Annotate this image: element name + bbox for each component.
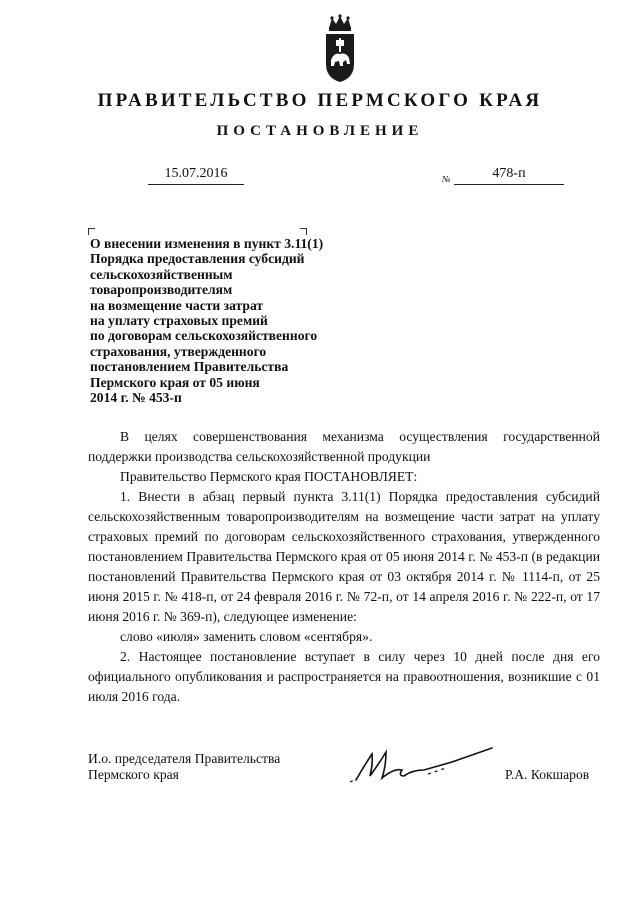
subject-corner-left <box>88 228 95 235</box>
date-field <box>148 166 244 185</box>
subject-heading <box>90 236 380 405</box>
signatory-name: Р.А. Кокшаров <box>505 767 590 782</box>
resolves-paragraph: Правительство Пермского края ПОСТАНОВЛЯЕТ: <box>120 469 418 484</box>
subject-line: страхования, утвержденного <box>90 343 267 359</box>
handwritten-signature-icon <box>342 740 502 788</box>
document-body <box>88 427 600 707</box>
item-1-paragraph: 1. Внести в абзац первый пункта 3.11(1) Порядка предоставления субсидий сельскохозяйственным товаропроизводителям на возмещение части затрат на уплату страховых премий по договорам сельскохозяйственного страхования, утвержденного постановлением Правительства Пермского края от 05 июня 2014 г. № 453-п (в редакции постановлений Правительства Пермского края от 03 октября 2014 г. № 1114-п, от 25 июня 2015 г. № 418-п, от 24 февраля 2016 г. № 72-п, от 14 апреля 2016 г. № 222-п, от 17 июня 2016 г. № 369-п), следующее изменение: <box>88 489 600 624</box>
item-2-paragraph: 2. Настоящее постановление вступает в силу через 10 дней после дня его официального опубликования и распространяется на правоотношения, возникшие с 01 июля 2016 года. <box>88 649 600 704</box>
coat-of-arms-icon <box>322 14 358 84</box>
document-type: ПОСТАНОВЛЕНИЕ <box>216 123 424 139</box>
subject-line: О внесении изменения в пункт 3.11(1) <box>90 236 324 251</box>
subject-corner-right <box>300 228 307 235</box>
subject-line: Порядка предоставления субсидий <box>90 251 305 267</box>
document-date: 15.07.2016 <box>164 166 228 181</box>
number-sign: № <box>442 174 451 184</box>
subject-line: на уплату страховых премий <box>90 313 268 329</box>
subject-line: товаропроизводителям <box>90 282 233 298</box>
position-line: Пермского края <box>88 767 179 782</box>
number-field <box>454 166 564 185</box>
subject-line: Пермского края от 05 июня <box>90 374 260 390</box>
subject-line: на возмещение части затрат <box>90 297 264 313</box>
subject-line: сельскохозяйственным <box>90 266 233 282</box>
subject-line: постановлением Правительства <box>90 359 289 375</box>
subject-line: по договорам сельскохозяйственного <box>90 328 318 344</box>
signatory-position <box>88 751 280 783</box>
document-number: 478-п <box>492 166 526 181</box>
preamble-paragraph: В целях совершенствования механизма осуществления государственной поддержки производства сельскохозяйственной продукции <box>88 429 600 464</box>
position-line: И.о. председателя Правительства <box>88 751 281 766</box>
change-paragraph: слово «июля» заменить словом «сентября». <box>120 629 373 644</box>
government-title: ПРАВИТЕЛЬСТВО ПЕРМСКОГО КРАЯ <box>97 90 543 111</box>
subject-line: 2014 г. № 453-п <box>90 390 182 406</box>
